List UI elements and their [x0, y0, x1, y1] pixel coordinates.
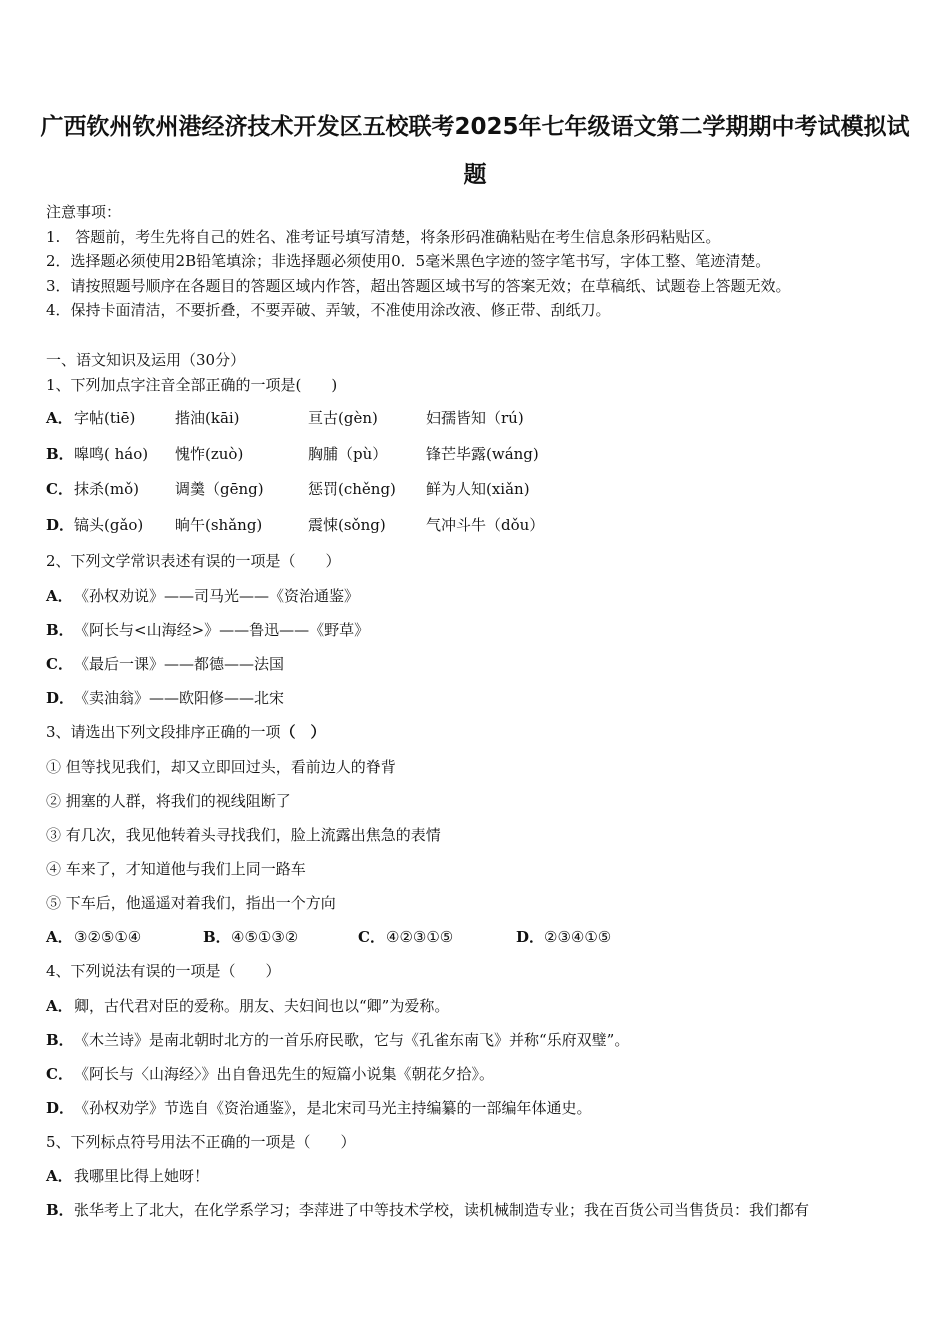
option-text: ④⑤①③② [231, 928, 299, 946]
option-item: 气冲斗牛（dǒu） [426, 516, 545, 534]
option-label: D． [516, 928, 545, 946]
option-label: C． [46, 1065, 73, 1083]
option-item: 惩罚(chěng) [308, 480, 396, 498]
option-text: 张华考上了北大，在化学系学习；李萍进了中等技术学校，读机械制造专业；我在百货公司当售货员：我们都有 [74, 1201, 810, 1219]
page-title-continued: 题 [463, 162, 487, 188]
sentence-item: ③ 有几次，我见他转着头寻找我们，脸上流露出焦急的表情 [46, 826, 441, 844]
option-text: 《孙权劝学》节选自《资治通鉴》，是北宋司马光主持编纂的一部编年体通史。 [74, 1099, 592, 1117]
notice-item: 1. 答题前，考生先将自己的姓名、准考证号填写清楚，将条形码准确粘贴在考生信息条形码粘贴区。 [46, 228, 721, 246]
option-item: 镐头(gǎo) [74, 516, 144, 534]
notice-item: 3．请按照题号顺序在各题目的答题区域内作答，超出答题区域书写的答案无效；在草稿纸、试题卷上答题无效。 [46, 277, 791, 295]
sentence-item: ④ 车来了，才知道他与我们上同一路车 [46, 860, 306, 878]
sentence-item: ⑤ 下车后，他遥遥对着我们，指出一个方向 [46, 894, 336, 912]
option-label: C． [46, 655, 73, 673]
option-text: 《卖油翁》——欧阳修——北宋 [74, 689, 285, 707]
option-item: 锋芒毕露(wáng) [426, 445, 539, 463]
option-text: ②③④①⑤ [544, 928, 612, 946]
notice-heading: 注意事项： [46, 203, 122, 221]
section-heading: 一、语文知识及运用（30分） [46, 351, 246, 369]
option-item: 抹杀(mǒ) [74, 480, 139, 498]
option-text: 卿，古代君对臣的爱称。朋友、夫妇间也以“卿”为爱称。 [74, 997, 450, 1015]
option-label: A． [46, 928, 73, 946]
question-3-stem-text: 3、请选出下列文段排序正确的一项 [46, 723, 281, 741]
question-5-stem: 5、下列标点符号用法不正确的一项是（ ） [46, 1133, 356, 1151]
question-1-stem: 1、下列加点字注音全部正确的一项是( ) [46, 376, 338, 394]
option-text: 《木兰诗》是南北朝时北方的一首乐府民歌，它与《孔雀东南飞》并称“乐府双璧”。 [74, 1031, 630, 1049]
option-item: 震悚(sǒng) [308, 516, 386, 534]
option-label: A． [46, 1167, 73, 1185]
option-item: 胸脯（pù） [308, 445, 388, 463]
option-label: C． [358, 928, 385, 946]
page-title: 广西钦州钦州港经济技术开发区五校联考2025年七年级语文第二学期期中考试模拟试 [40, 114, 910, 140]
option-text: 《阿长与<山海经>》——鲁迅——《野草》 [74, 621, 370, 639]
option-text: 《孙权劝说》——司马光——《资治通鉴》 [74, 587, 360, 605]
option-label: A． [46, 587, 73, 605]
option-label: B． [46, 1031, 74, 1049]
sentence-item: ① 但等找见我们，却又立即回过头，看前边人的脊背 [46, 758, 396, 776]
question-3-stem [46, 722, 326, 742]
option-item: 亘古(gèn) [308, 409, 378, 427]
option-label: A． [46, 997, 73, 1015]
option-item: 妇孺皆知（rú) [426, 409, 524, 427]
option-label: A． [46, 409, 73, 427]
option-item: 愧怍(zuò) [175, 445, 244, 463]
option-item: 晌午(shǎng) [175, 516, 263, 534]
option-text: 《阿长与〈山海经〉》出自鲁迅先生的短篇小说集《朝花夕拾》。 [74, 1065, 495, 1083]
option-item: 调羹（gēng) [175, 480, 264, 498]
option-item: 嗥鸣( háo) [74, 445, 149, 463]
option-item: 鲜为人知(xiǎn) [426, 480, 530, 498]
option-label: D． [46, 689, 75, 707]
option-text: ③②⑤①④ [74, 928, 142, 946]
notice-item: 2．选择题必须使用2B铅笔填涂；非选择题必须使用0．5毫米黑色字迹的签字笔书写，字体工整、笔迹清楚。 [46, 252, 771, 270]
question-4-stem: 4、下列说法有误的一项是（ ） [46, 962, 281, 980]
option-label: D． [46, 1099, 75, 1117]
option-label: B． [46, 445, 74, 463]
option-item: 揩油(kāi) [175, 409, 240, 427]
sentence-item: ② 拥塞的人群，将我们的视线阻断了 [46, 792, 291, 810]
option-label: B． [203, 928, 231, 946]
option-label: B． [46, 621, 74, 639]
option-text: 我哪里比得上她呀！ [74, 1167, 210, 1185]
option-label: D． [46, 516, 75, 534]
option-text: ④②③①⑤ [386, 928, 454, 946]
option-text: 《最后一课》——都德——法国 [74, 655, 285, 673]
answer-paren: （ ） [280, 723, 326, 741]
notice-item: 4．保持卡面清洁，不要折叠，不要弄破、弄皱，不准使用涂改液、修正带、刮纸刀。 [46, 301, 611, 319]
option-label: B． [46, 1201, 74, 1219]
question-2-stem: 2、下列文学常识表述有误的一项是（ ） [46, 552, 341, 570]
option-label: C． [46, 480, 73, 498]
option-item: 字帖(tiē) [74, 409, 136, 427]
